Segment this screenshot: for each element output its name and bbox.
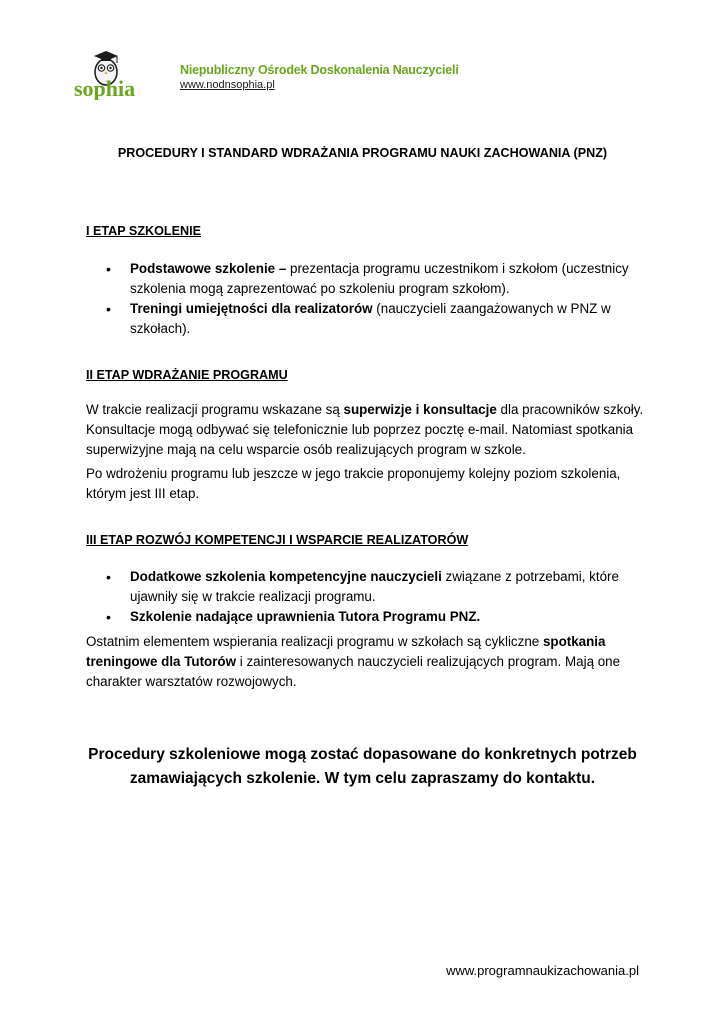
list-item: • Treningi umiejętności dla realizatorów (nauczycieli zaangażowanych w PNZ w szkołach).: [86, 299, 646, 339]
closing-statement: Procedury szkoleniowe mogą zostać dopasowane do konkretnych potrzeb zamawiających szkolenie. W tym celu zapraszamy do kontaktu.: [88, 746, 637, 787]
organization-url-link[interactable]: www.nodnsophia.pl: [180, 79, 275, 91]
section-1-list: [86, 259, 646, 339]
organization-name: Niepubliczny Ośrodek Doskonalenia Nauczycieli: [180, 63, 459, 77]
section-2-heading: II ETAP WDRAŻANIE PROGRAMU: [86, 368, 288, 382]
list-item: • Podstawowe szkolenie – prezentacja programu uczestnikom i szkołom (uczestnicy szkolenia mogą zaprezentować po szkoleniu program szkołom).: [86, 259, 646, 299]
section-2-paragraph-1: W trakcie realizacji programu wskazane są superwizje i konsultacje dla pracowników szkoły. Konsultacje mogą odbywać się telefonicznie lub poprzez pocztę e-mail. Natomiast spotkania superwizyjne mają na celu wsparcie osób realizujących program w szkole.: [86, 402, 644, 457]
list-item: • Dodatkowe szkolenia kompetencyjne nauczycieli związane z potrzebami, które ujawniły się w trakcie realizacji programu.: [86, 567, 646, 607]
footer-website-link[interactable]: www.programnaukizachowania.pl: [446, 963, 639, 978]
section-3-list: [86, 567, 646, 627]
section-2-paragraph-2: Po wdrożeniu programu lub jeszcze w jego trakcie proponujemy kolejny poziom szkolenia, którym jest III etap.: [86, 466, 621, 501]
sophia-logo: [70, 38, 162, 100]
document-title: PROCEDURY I STANDARD WDRAŻANIA PROGRAMU NAUKI ZACHOWANIA (PNZ): [117, 146, 608, 160]
section-3-heading: III ETAP ROZWÓJ KOMPETENCJI I WSPARCIE REALIZATORÓW: [86, 533, 469, 547]
section-1-heading: I ETAP SZKOLENIE: [86, 224, 201, 238]
section-3-paragraph: Ostatnim elementem wspierania realizacji programu w szkołach są cykliczne spotkania treningowe dla Tutorów i zainteresowanych nauczycieli realizujących program. Mają one charakter warsztatów rozwojowych.: [86, 634, 621, 689]
logo-wordmark: sophia: [74, 76, 136, 100]
list-item: • Szkolenie nadające uprawnienia Tutora Programu PNZ.: [86, 607, 646, 627]
